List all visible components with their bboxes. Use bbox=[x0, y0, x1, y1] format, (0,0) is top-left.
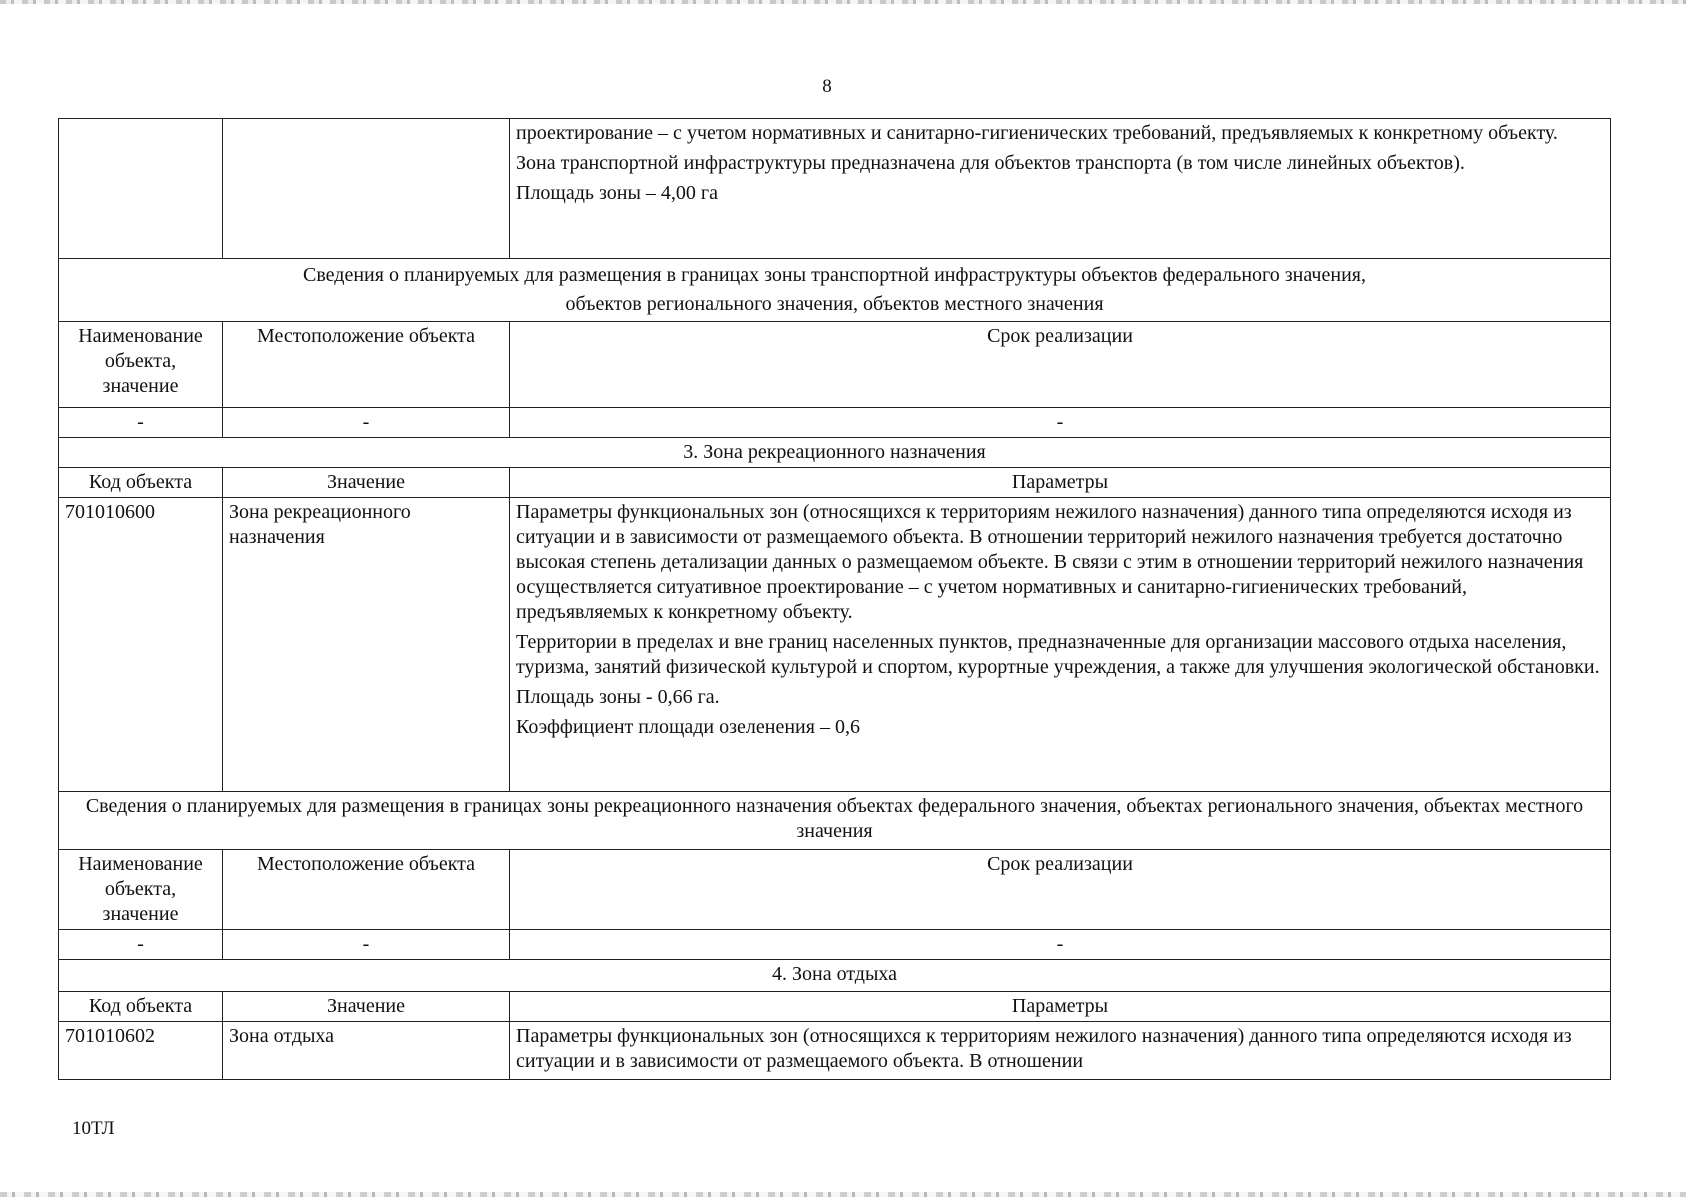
col-header-name: Наименование объекта, значение bbox=[59, 850, 223, 930]
param-paragraph: проектирование – с учетом нормативных и санитарно-гигиенических требований, предъявляемых к конкретному объекту. bbox=[516, 122, 1558, 144]
col-header-code: Код объекта bbox=[59, 992, 223, 1022]
zones-table bbox=[58, 118, 1611, 1080]
param-paragraph: Коэффициент площади озеленения – 0,6 bbox=[516, 716, 860, 738]
scan-edge-bottom bbox=[0, 1192, 1686, 1197]
cell-empty bbox=[59, 119, 223, 259]
section-heading-row bbox=[59, 792, 1611, 850]
heading-line: объектов регионального значения, объектов местного значения bbox=[565, 293, 1104, 315]
col-header-term: Срок реализации bbox=[510, 322, 1611, 408]
cell-location: - bbox=[223, 930, 510, 960]
cell-empty bbox=[223, 119, 510, 259]
col-header-code: Код объекта bbox=[59, 468, 223, 498]
zone-title-row bbox=[59, 438, 1611, 468]
param-paragraph: Площадь зоны – 4,00 га bbox=[516, 182, 719, 204]
col-header-term: Срок реализации bbox=[510, 850, 1611, 930]
table-row bbox=[59, 1022, 1611, 1080]
col-header-location: Местоположение объекта bbox=[223, 850, 510, 930]
zones-table-wrapper bbox=[58, 118, 1610, 1080]
cell-name: - bbox=[59, 930, 223, 960]
table-row bbox=[59, 408, 1611, 438]
page-number: 8 bbox=[822, 76, 832, 97]
cell-term: - bbox=[510, 408, 1611, 438]
param-paragraph: Площадь зоны - 0,66 га. bbox=[516, 686, 720, 708]
col-header-value: Значение bbox=[223, 992, 510, 1022]
footer-code: 10ТЛ bbox=[72, 1118, 115, 1139]
table-row bbox=[59, 930, 1611, 960]
param-paragraph: Параметры функциональных зон (относящихся к территориям нежилого назначения) данного типа определяются исходя из ситуации и в зависимости от размещаемого объекта. В отношении bbox=[516, 1025, 1572, 1072]
heading-line: Сведения о планируемых для размещения в границах зоны транспортной инфраструктуры объектов федерального значения, bbox=[303, 264, 1366, 286]
cell-term: - bbox=[510, 930, 1611, 960]
cell-value: Зона отдыха bbox=[223, 1022, 510, 1080]
zone-title-row bbox=[59, 960, 1611, 992]
table-header-row bbox=[59, 850, 1611, 930]
col-header-location: Местоположение объекта bbox=[223, 322, 510, 408]
table-header-row bbox=[59, 992, 1611, 1022]
section-heading bbox=[59, 259, 1611, 322]
col-header-name: Наименование объекта, значение bbox=[59, 322, 223, 408]
table-row bbox=[59, 498, 1611, 792]
zone-title: 3. Зона рекреационного назначения bbox=[59, 438, 1611, 468]
col-header-value: Значение bbox=[223, 468, 510, 498]
col-header-params: Параметры bbox=[510, 468, 1611, 498]
section-heading-row bbox=[59, 259, 1611, 322]
cell-params bbox=[510, 498, 1611, 792]
scan-edge-top bbox=[0, 0, 1686, 4]
param-paragraph: Зона транспортной инфраструктуры предназначена для объектов транспорта (в том числе линейных объектов). bbox=[516, 152, 1465, 174]
cell-code: 701010600 bbox=[59, 498, 223, 792]
table-header-row bbox=[59, 468, 1611, 498]
zone-title: 4. Зона отдыха bbox=[59, 960, 1611, 992]
cell-name: - bbox=[59, 408, 223, 438]
cell-value: Зона рекреационного назначения bbox=[223, 498, 510, 792]
section-heading: Сведения о планируемых для размещения в границах зоны рекреационного назначения объектах федерального значения, объектах регионального значения, объектах местного значения bbox=[59, 792, 1611, 850]
cell-code: 701010602 bbox=[59, 1022, 223, 1080]
col-header-params: Параметры bbox=[510, 992, 1611, 1022]
cell-location: - bbox=[223, 408, 510, 438]
cell-params bbox=[510, 119, 1611, 259]
param-paragraph: Параметры функциональных зон (относящихся к территориям нежилого назначения) данного типа определяются исходя из ситуации и в зависимости от размещаемого объекта. В отношении территорий нежилого назначения требуется достаточно высокая степень детализации данных о размещаемом объекте. В связи с этим в отношении территорий нежилого назначения осуществляется ситуативное проектирование – с учетом нормативных и санитарно-гигиенических требований, предъявляемых к конкретному объекту. bbox=[516, 501, 1584, 623]
param-paragraph: Территории в пределах и вне границ населенных пунктов, предназначенные для организации массового отдыха населения, туризма, занятий физической культурой и спортом, курортные учреждения, а также для улучшения экологической обстановки. bbox=[516, 631, 1600, 678]
cell-params bbox=[510, 1022, 1611, 1080]
table-header-row bbox=[59, 322, 1611, 408]
table-row-continuation bbox=[59, 119, 1611, 259]
